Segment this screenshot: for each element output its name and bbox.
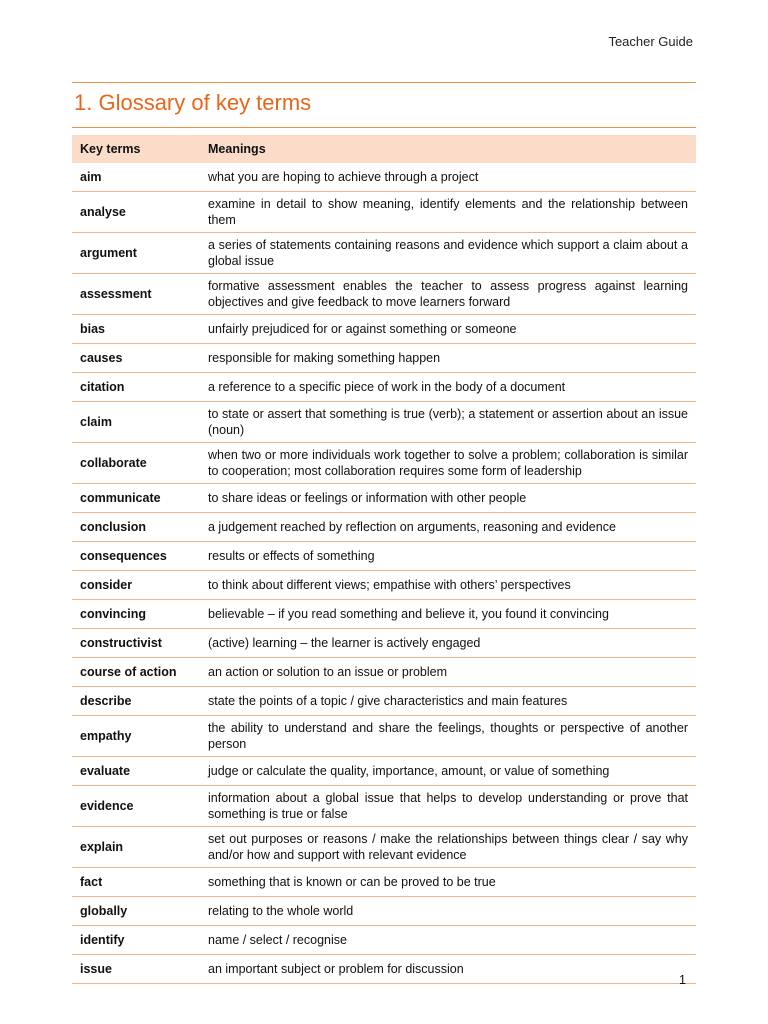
table-row — [72, 897, 696, 926]
key-term: aim — [72, 163, 200, 192]
table-row — [72, 373, 696, 402]
key-term: consider — [72, 571, 200, 600]
table-row — [72, 192, 696, 233]
key-term: conclusion — [72, 513, 200, 542]
key-term: collaborate — [72, 443, 200, 484]
key-term: evaluate — [72, 757, 200, 786]
key-term: communicate — [72, 484, 200, 513]
table-header-row — [72, 135, 696, 163]
term-meaning: results or effects of something — [200, 542, 696, 571]
key-term: fact — [72, 868, 200, 897]
key-term: bias — [72, 315, 200, 344]
key-term: constructivist — [72, 629, 200, 658]
term-meaning: believable – if you read something and believe it, you found it convincing — [200, 600, 696, 629]
table-row — [72, 571, 696, 600]
key-term: causes — [72, 344, 200, 373]
key-term: citation — [72, 373, 200, 402]
term-meaning: the ability to understand and share the feelings, thoughts or perspective of another person — [200, 716, 696, 757]
term-meaning: examine in detail to show meaning, identify elements and the relationship between them — [200, 192, 696, 233]
term-meaning: an action or solution to an issue or problem — [200, 658, 696, 687]
key-term: explain — [72, 827, 200, 868]
key-term: convincing — [72, 600, 200, 629]
key-term: assessment — [72, 274, 200, 315]
term-meaning: a reference to a specific piece of work in the body of a document — [200, 373, 696, 402]
table-row — [72, 402, 696, 443]
table-row — [72, 484, 696, 513]
term-meaning: to state or assert that something is true (verb); a statement or assertion about an issue (noun) — [200, 402, 696, 443]
table-row — [72, 716, 696, 757]
table-row — [72, 926, 696, 955]
table-row — [72, 513, 696, 542]
table-row — [72, 443, 696, 484]
top-divider — [72, 82, 696, 83]
term-meaning: name / select / recognise — [200, 926, 696, 955]
table-row — [72, 233, 696, 274]
running-header: Teacher Guide — [608, 34, 693, 49]
key-term: argument — [72, 233, 200, 274]
term-meaning: formative assessment enables the teacher to assess progress against learning objectives and give feedback to move learners forward — [200, 274, 696, 315]
term-meaning: a series of statements containing reasons and evidence which support a claim about a global issue — [200, 233, 696, 274]
column-header-key-terms: Key terms — [80, 142, 141, 156]
key-term: globally — [72, 897, 200, 926]
table-row — [72, 542, 696, 571]
term-meaning: (active) learning – the learner is actively engaged — [200, 629, 696, 658]
term-meaning: set out purposes or reasons / make the relationships between things clear / say why and/or how and support with relevant evidence — [200, 827, 696, 868]
term-meaning: a judgement reached by reflection on arguments, reasoning and evidence — [200, 513, 696, 542]
table-row — [72, 868, 696, 897]
glossary-body — [72, 163, 696, 984]
table-row — [72, 344, 696, 373]
key-term: claim — [72, 402, 200, 443]
table-row — [72, 786, 696, 827]
key-term: consequences — [72, 542, 200, 571]
table-row — [72, 163, 696, 192]
key-term: analyse — [72, 192, 200, 233]
term-meaning: an important subject or problem for discussion — [200, 955, 696, 984]
term-meaning: information about a global issue that helps to develop understanding or prove that something is true or false — [200, 786, 696, 827]
glossary-table — [72, 135, 696, 984]
column-header-meanings: Meanings — [208, 142, 266, 156]
table-row — [72, 658, 696, 687]
table-row — [72, 955, 696, 984]
table-row — [72, 600, 696, 629]
term-meaning: responsible for making something happen — [200, 344, 696, 373]
term-meaning: relating to the whole world — [200, 897, 696, 926]
term-meaning: when two or more individuals work together to solve a problem; collaboration is similar to cooperation; most collaboration requires some form of leadership — [200, 443, 696, 484]
table-row — [72, 687, 696, 716]
term-meaning: to think about different views; empathise with others’ perspectives — [200, 571, 696, 600]
term-meaning: judge or calculate the quality, importance, amount, or value of something — [200, 757, 696, 786]
page-title: 1. Glossary of key terms — [74, 90, 312, 115]
table-row — [72, 315, 696, 344]
key-term: identify — [72, 926, 200, 955]
table-row — [72, 274, 696, 315]
term-meaning: something that is known or can be proved to be true — [200, 868, 696, 897]
title-divider — [72, 127, 696, 128]
page-number: 1 — [679, 973, 686, 987]
key-term: describe — [72, 687, 200, 716]
key-term: course of action — [72, 658, 200, 687]
table-row — [72, 629, 696, 658]
table-row — [72, 827, 696, 868]
term-meaning: what you are hoping to achieve through a project — [200, 163, 696, 192]
term-meaning: unfairly prejudiced for or against something or someone — [200, 315, 696, 344]
table-row — [72, 757, 696, 786]
key-term: empathy — [72, 716, 200, 757]
key-term: issue — [72, 955, 200, 984]
term-meaning: state the points of a topic / give characteristics and main features — [200, 687, 696, 716]
key-term: evidence — [72, 786, 200, 827]
term-meaning: to share ideas or feelings or information with other people — [200, 484, 696, 513]
